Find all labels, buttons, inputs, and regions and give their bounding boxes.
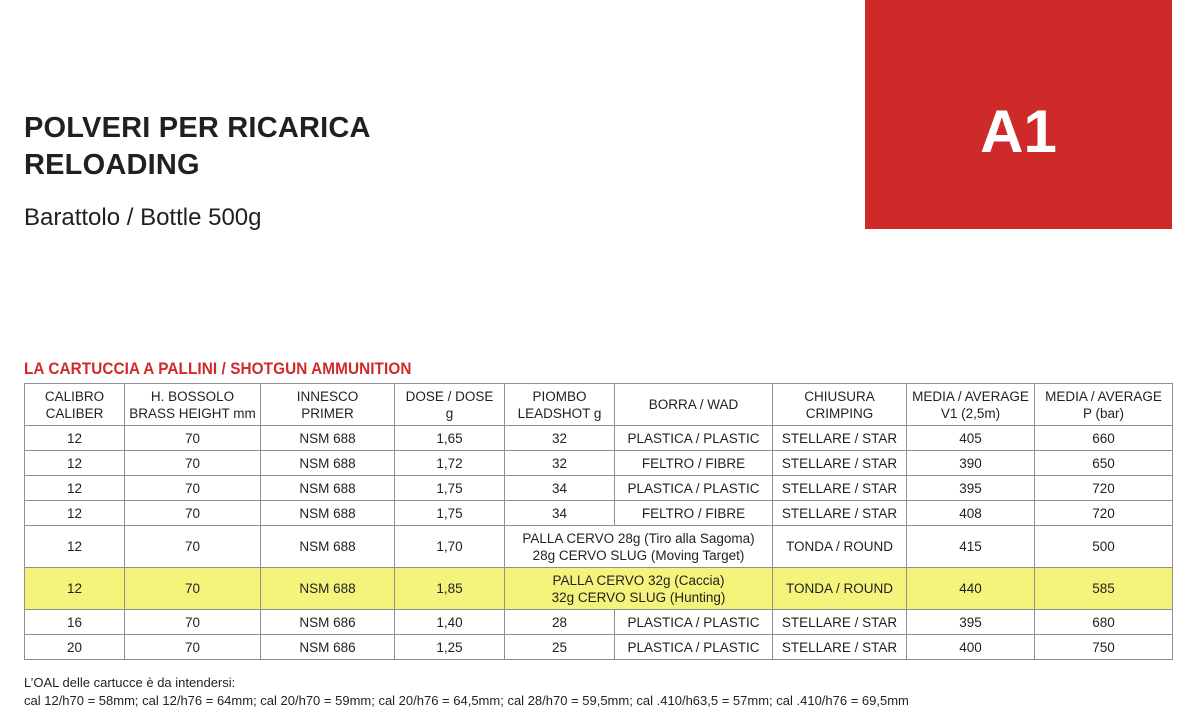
table-cell-height	[125, 526, 261, 568]
cell-value: 720	[1092, 480, 1115, 496]
cell-value: 70	[184, 539, 201, 554]
column-header-line: INNESCO	[296, 388, 359, 404]
cell-value: 12	[66, 505, 83, 521]
table-cell-height	[125, 610, 261, 635]
badge-label: A1	[980, 98, 1057, 165]
table-cell-height	[125, 476, 261, 501]
table-cell-lead1	[505, 451, 615, 476]
table-cell-primer	[261, 635, 395, 660]
table-cell-slug	[505, 568, 773, 610]
cell-value: 400	[959, 639, 982, 655]
cell-value: 34	[551, 505, 568, 521]
table-header-row	[25, 384, 1173, 426]
table-row	[25, 568, 1173, 610]
table-cell-v1	[907, 526, 1035, 568]
cell-value: NSM 688	[299, 480, 356, 496]
table-cell-lead1	[505, 635, 615, 660]
ammunition-table	[24, 383, 1173, 660]
table-cell-p	[1035, 635, 1173, 660]
table-row	[25, 501, 1173, 526]
cell-value: STELLARE / STAR	[781, 614, 898, 630]
table-cell-crimp	[773, 476, 907, 501]
table-row	[25, 476, 1173, 501]
column-header-line: MEDIA / AVERAGE	[1045, 388, 1162, 404]
table-row	[25, 635, 1173, 660]
table-cell-lead1	[505, 610, 615, 635]
table-cell-crimp	[773, 451, 907, 476]
table-row	[25, 610, 1173, 635]
cell-value: 1,75	[436, 480, 463, 496]
table-cell-dose	[395, 501, 505, 526]
column-header-line: P (bar)	[1082, 405, 1124, 421]
column-header-line: BRASS HEIGHT mm	[129, 405, 256, 421]
cell-value: 390	[959, 455, 982, 471]
column-header	[261, 384, 395, 426]
cell-value: 500	[1092, 539, 1115, 554]
cell-value: 395	[959, 614, 982, 630]
column-header	[125, 384, 261, 426]
section-badge	[865, 0, 1172, 229]
column-header-line: V1 (2,5m)	[940, 405, 1001, 421]
title-line-english: RELOADING	[24, 149, 200, 181]
cell-value: 415	[959, 539, 982, 554]
table-cell-primer	[261, 610, 395, 635]
column-header-line: PIOMBO	[532, 388, 587, 404]
cell-value: 440	[959, 581, 982, 596]
table-cell-p	[1035, 568, 1173, 610]
title-line-italian: POLVERI PER RICARICA	[24, 112, 371, 144]
table-cell-primer	[261, 451, 395, 476]
section-heading: LA CARTUCCIA A PALLINI / SHOTGUN AMMUNITION	[24, 359, 412, 378]
table-cell-dose	[395, 568, 505, 610]
cell-value: PALLA CERVO 32g (Caccia)	[552, 572, 725, 588]
table-cell-v1	[907, 426, 1035, 451]
cell-value: NSM 688	[299, 505, 356, 521]
table-cell-caliber	[25, 476, 125, 501]
cell-value: 680	[1092, 614, 1115, 630]
cell-value: NSM 688	[299, 430, 356, 446]
table-row	[25, 526, 1173, 568]
column-header-line: H. BOSSOLO	[150, 388, 235, 404]
table-row	[25, 451, 1173, 476]
column-header-line: LEADSHOT g	[517, 405, 602, 421]
table-cell-slug	[505, 526, 773, 568]
table-cell-dose	[395, 426, 505, 451]
table-cell-wad	[615, 635, 773, 660]
table-cell-v1	[907, 568, 1035, 610]
table-cell-caliber	[25, 501, 125, 526]
cell-value: 32	[551, 455, 568, 471]
cell-value: 70	[184, 480, 201, 496]
cell-value: 12	[66, 581, 83, 596]
page-title	[24, 110, 371, 184]
table-body	[25, 426, 1173, 660]
column-header	[395, 384, 505, 426]
cell-value: STELLARE / STAR	[781, 430, 898, 446]
cell-value: 1,72	[436, 455, 463, 471]
table-cell-wad	[615, 426, 773, 451]
page-subtitle: Barattolo / Bottle 500g	[24, 204, 262, 231]
table-cell-caliber	[25, 568, 125, 610]
footnote	[24, 674, 909, 710]
table-cell-crimp	[773, 610, 907, 635]
table-cell-p	[1035, 451, 1173, 476]
column-header-line: g	[445, 405, 454, 421]
cell-value: 1,75	[436, 505, 463, 521]
cell-value: 12	[66, 455, 83, 471]
cell-value: NSM 686	[299, 639, 356, 655]
table-cell-dose	[395, 526, 505, 568]
cell-value: PLASTICA / PLASTIC	[627, 480, 760, 496]
cell-value: 585	[1092, 581, 1115, 596]
table-cell-v1	[907, 451, 1035, 476]
table-cell-primer	[261, 526, 395, 568]
table-cell-dose	[395, 476, 505, 501]
cell-value: 20	[66, 639, 83, 655]
table-cell-p	[1035, 526, 1173, 568]
table-cell-wad	[615, 451, 773, 476]
cell-value: STELLARE / STAR	[781, 455, 898, 471]
column-header-line: CALIBRO	[44, 388, 105, 404]
table-cell-crimp	[773, 568, 907, 610]
table-cell-primer	[261, 501, 395, 526]
cell-value: 70	[184, 455, 201, 471]
cell-value: FELTRO / FIBRE	[641, 455, 746, 471]
table-cell-height	[125, 568, 261, 610]
cell-value: 70	[184, 430, 201, 446]
table-cell-height	[125, 501, 261, 526]
table-cell-lead1	[505, 476, 615, 501]
column-header	[907, 384, 1035, 426]
column-header-line: CALIBER	[45, 405, 104, 421]
column-header-line: CHIUSURA	[804, 388, 875, 404]
cell-value: STELLARE / STAR	[781, 639, 898, 655]
table-cell-lead1	[505, 501, 615, 526]
table-cell-caliber	[25, 635, 125, 660]
table-cell-v1	[907, 635, 1035, 660]
cell-value: 750	[1092, 639, 1115, 655]
cell-value: FELTRO / FIBRE	[641, 505, 746, 521]
cell-value: 650	[1092, 455, 1115, 471]
cell-value: 34	[551, 480, 568, 496]
table-cell-crimp	[773, 635, 907, 660]
column-header	[505, 384, 615, 426]
table-cell-wad	[615, 610, 773, 635]
table-cell-wad	[615, 476, 773, 501]
cell-value: PLASTICA / PLASTIC	[627, 430, 760, 446]
table-cell-dose	[395, 635, 505, 660]
cell-value: 32g CERVO SLUG (Hunting)	[551, 589, 726, 605]
cell-value: PLASTICA / PLASTIC	[627, 614, 760, 630]
cell-value: 1,85	[436, 581, 463, 596]
cell-value: 1,25	[436, 639, 463, 655]
table-cell-height	[125, 635, 261, 660]
table-cell-p	[1035, 610, 1173, 635]
cell-value: 405	[959, 430, 982, 446]
cell-value: NSM 686	[299, 614, 356, 630]
cell-value: STELLARE / STAR	[781, 505, 898, 521]
table-cell-dose	[395, 610, 505, 635]
cell-value: 25	[551, 639, 568, 655]
cell-value: 28	[551, 614, 568, 630]
footnote-intro: L’OAL delle cartucce è da intendersi:	[24, 675, 236, 690]
table-cell-caliber	[25, 426, 125, 451]
table-row	[25, 426, 1173, 451]
cell-value: 70	[184, 581, 201, 596]
cell-value: 395	[959, 480, 982, 496]
table-cell-p	[1035, 476, 1173, 501]
cell-value: 70	[184, 639, 201, 655]
cell-value: 12	[66, 539, 83, 554]
cell-value: NSM 688	[299, 455, 356, 471]
cell-value: TONDA / ROUND	[785, 539, 893, 554]
table-cell-v1	[907, 610, 1035, 635]
table-cell-caliber	[25, 526, 125, 568]
table-cell-primer	[261, 426, 395, 451]
cell-value: NSM 688	[299, 539, 356, 554]
column-header-line: CRIMPING	[805, 405, 874, 421]
table-cell-dose	[395, 451, 505, 476]
column-header	[25, 384, 125, 426]
table-cell-v1	[907, 476, 1035, 501]
table-cell-caliber	[25, 451, 125, 476]
cell-value: TONDA / ROUND	[785, 581, 893, 596]
cell-value: 12	[66, 430, 83, 446]
table-cell-p	[1035, 426, 1173, 451]
table-cell-v1	[907, 501, 1035, 526]
column-header-line: BORRA / WAD	[648, 397, 739, 412]
cell-value: 28g CERVO SLUG (Moving Target)	[532, 547, 745, 563]
cell-value: STELLARE / STAR	[781, 480, 898, 496]
cell-value: 660	[1092, 430, 1115, 446]
cell-value: 70	[184, 614, 201, 630]
column-header-line: MEDIA / AVERAGE	[912, 388, 1029, 404]
cell-value: 70	[184, 505, 201, 521]
footnote-oal-values: cal 12/h70 = 58mm; cal 12/h76 = 64mm; cal 20/h70 = 59mm; cal 20/h76 = 64,5mm; cal 28/h70 = 59,5mm; cal .410/h63,5 = 57mm; cal .410/h76 = 69,5mm	[24, 693, 909, 708]
table-cell-caliber	[25, 610, 125, 635]
table-cell-primer	[261, 568, 395, 610]
cell-value: 32	[551, 430, 568, 446]
table-cell-crimp	[773, 501, 907, 526]
table-cell-primer	[261, 476, 395, 501]
table-cell-height	[125, 451, 261, 476]
column-header	[1035, 384, 1173, 426]
cell-value: 1,40	[436, 614, 463, 630]
column-header	[615, 384, 773, 426]
cell-value: PLASTICA / PLASTIC	[627, 639, 760, 655]
table-cell-wad	[615, 501, 773, 526]
cell-value: 408	[959, 505, 982, 521]
cell-value: 12	[66, 480, 83, 496]
table-cell-height	[125, 426, 261, 451]
cell-value: 720	[1092, 505, 1115, 521]
cell-value: 1,70	[436, 539, 463, 554]
table-cell-crimp	[773, 426, 907, 451]
cell-value: 16	[66, 614, 83, 630]
table-cell-p	[1035, 501, 1173, 526]
column-header	[773, 384, 907, 426]
column-header-line: DOSE / DOSE	[405, 388, 494, 404]
cell-value: 1,65	[436, 430, 463, 446]
column-header-line: PRIMER	[301, 405, 354, 421]
table-cell-lead1	[505, 426, 615, 451]
cell-value: PALLA CERVO 28g (Tiro alla Sagoma)	[522, 530, 755, 546]
table-cell-crimp	[773, 526, 907, 568]
cell-value: NSM 688	[299, 581, 356, 596]
